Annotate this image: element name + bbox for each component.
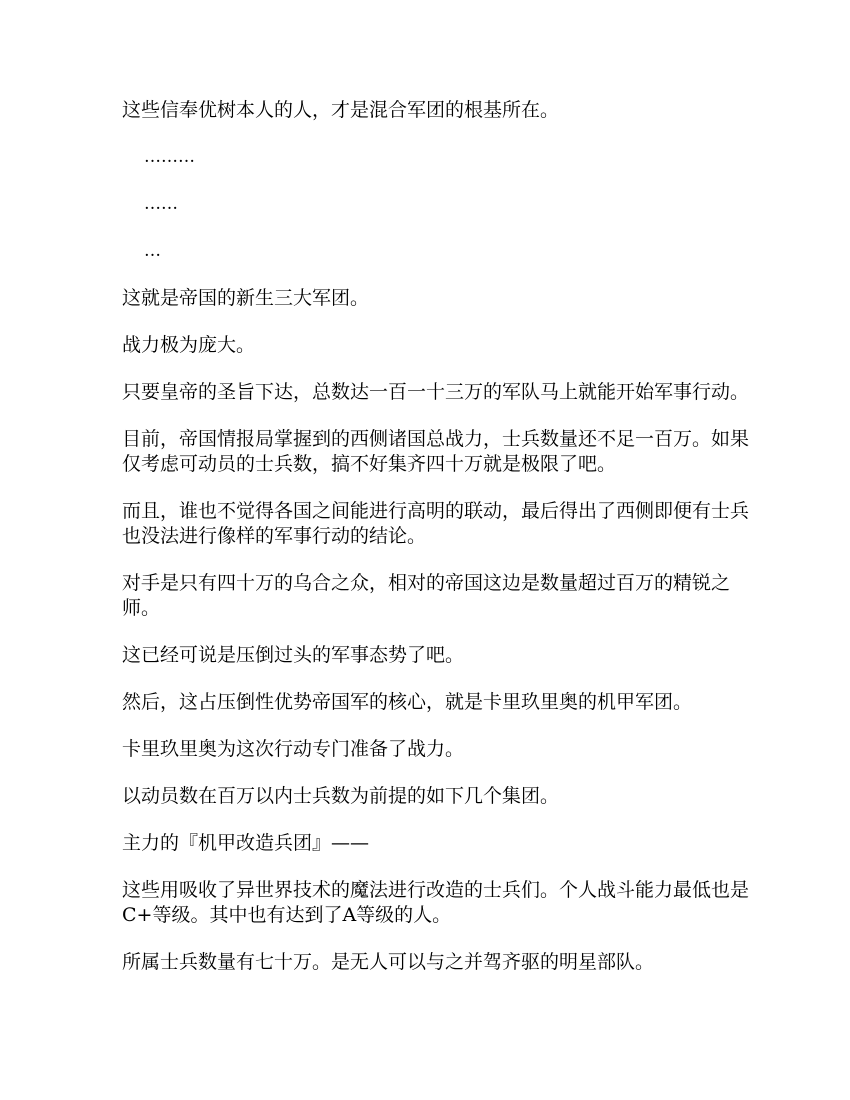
paragraph: 所属士兵数量有七十万。是无人可以与之并驾齐驱的明星部队。	[122, 951, 655, 973]
paragraph: 对手是只有四十万的乌合之众，相对的帝国这边是数量超过百万的精锐之师。	[122, 572, 731, 619]
ellipsis-line: ………	[144, 147, 195, 167]
paragraph: 只要皇帝的圣旨下达，总数达一百一十三万的军队马上就能开始军事行动。	[122, 381, 750, 403]
ellipsis-line: …	[144, 241, 161, 261]
paragraph: 以动员数在百万以内士兵数为前提的如下几个集团。	[122, 785, 560, 807]
paragraph: 目前，帝国情报局掌握到的西侧诸国总战力，士兵数量还不足一百万。如果仅考虑可动员的士兵数，搞不好集齐四十万就是极限了吧。	[122, 428, 750, 475]
paragraph: 战力极为庞大。	[122, 334, 256, 356]
paragraph: 主力的『机甲改造兵团』——	[122, 832, 370, 854]
paragraph: 这些用吸收了异世界技术的魔法进行改造的士兵们。个人战斗能力最低也是C+等级。其中也有达到了A等级的人。	[122, 879, 750, 926]
paragraph: 这已经可说是压倒过头的军事态势了吧。	[122, 644, 465, 666]
paragraph: 而且，谁也不觉得各国之间能进行高明的联动，最后得出了西侧即便有士兵也没法进行像样的军事行动的结论。	[122, 500, 750, 547]
paragraph: 卡里玖里奥为这次行动专门准备了战力。	[122, 738, 465, 760]
paragraph: 这些信奉优树本人的人，才是混合军团的根基所在。	[122, 99, 560, 121]
ellipsis-line: ……	[144, 194, 178, 214]
paragraph: 这就是帝国的新生三大军团。	[122, 287, 370, 309]
paragraph: 然后，这占压倒性优势帝国军的核心，就是卡里玖里奥的机甲军团。	[122, 691, 693, 713]
